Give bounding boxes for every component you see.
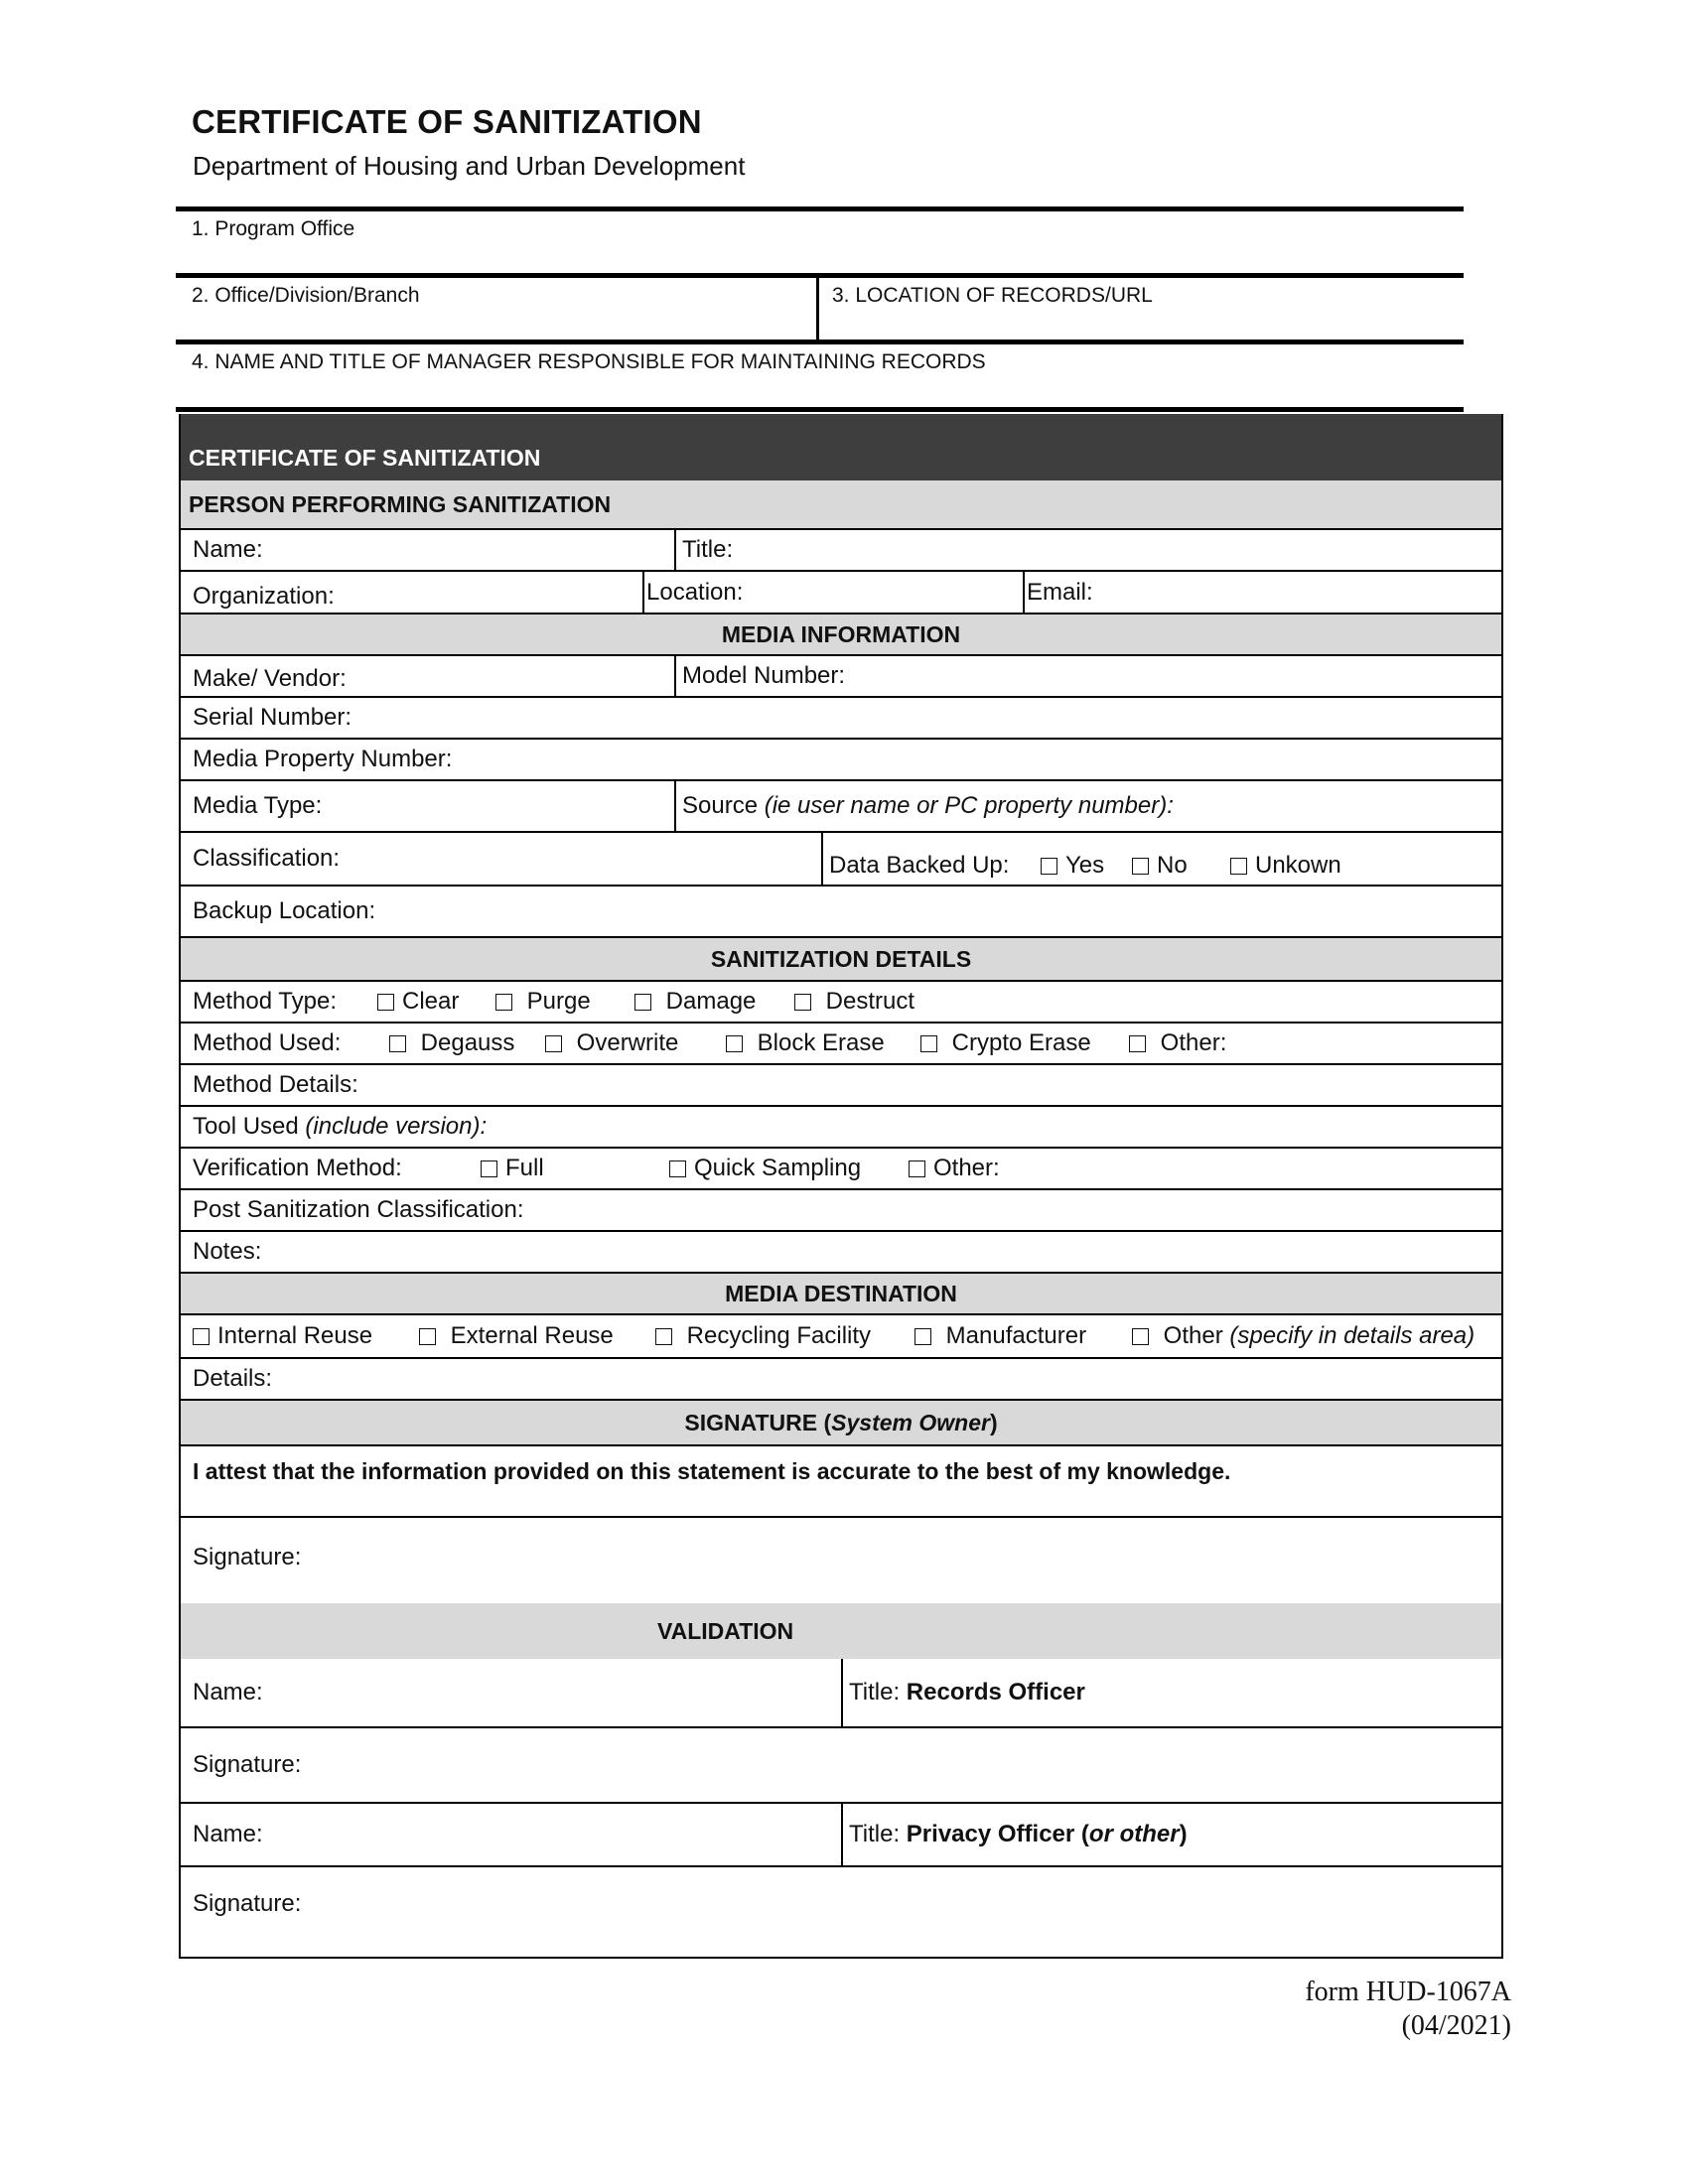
attest-statement: I attest that the information provided on this statement is accurate to the best of my knowledge. [193, 1458, 1231, 1484]
form-row [181, 1728, 1501, 1804]
verification-quick-option[interactable]: Quick Sampling [669, 1149, 861, 1188]
form-row [181, 982, 1501, 1024]
method-purge-option[interactable]: Purge [495, 982, 591, 1022]
checkbox[interactable] [481, 1160, 497, 1177]
checkbox[interactable] [377, 994, 394, 1011]
destination-other-option[interactable]: Other (specify in details area) [1132, 1315, 1475, 1357]
form-row [181, 1024, 1501, 1065]
checkbox[interactable] [726, 1035, 743, 1052]
signature-row [181, 1518, 1501, 1603]
manufacturer-option[interactable]: Manufacturer [914, 1315, 1086, 1357]
backup-location-label: Backup Location: [193, 897, 376, 924]
divider [176, 407, 1464, 412]
notes-label: Notes: [193, 1238, 262, 1265]
form-row [181, 530, 1501, 572]
form-row [181, 833, 1501, 887]
make-vendor-label: Make/ Vendor: [193, 665, 347, 692]
form-row [181, 740, 1501, 781]
program-office-label: 1. Program Office [192, 217, 355, 240]
serial-number-label: Serial Number: [193, 704, 352, 731]
checkbox[interactable] [389, 1035, 406, 1052]
method-used-label: Method Used: [193, 1029, 342, 1056]
method-clear-option[interactable]: Clear [377, 982, 459, 1022]
checkbox[interactable] [1041, 858, 1057, 875]
source-label: Source [682, 792, 759, 819]
location-records-label: 3. LOCATION OF RECORDS/URL [832, 284, 1153, 307]
form-row [181, 698, 1501, 740]
owner-signature-label: Signature: [193, 1544, 302, 1570]
model-number-label: Model Number: [674, 656, 1501, 696]
checkbox[interactable] [1230, 858, 1247, 875]
validation-signature-label-1: Signature: [193, 1751, 302, 1778]
classification-label: Classification: [193, 845, 341, 872]
form-row [181, 572, 1501, 614]
media-property-label: Media Property Number: [193, 746, 453, 772]
validation-title-1: Title: Records Officer [841, 1659, 1501, 1726]
other-note: (specify in details area) [1229, 1322, 1476, 1349]
signature-heading: SIGNATURE ( System Owner ) [684, 1409, 998, 1435]
organization-label: Organization: [193, 582, 335, 610]
form-row [181, 1659, 1501, 1728]
person-name-label: Name: [193, 536, 263, 563]
internal-reuse-option[interactable]: Internal Reuse [193, 1315, 372, 1357]
checkbox[interactable] [495, 994, 512, 1011]
tool-used-label: Tool Used [193, 1113, 299, 1140]
validation-heading: VALIDATION [657, 1617, 794, 1644]
backed-up-label: Data Backed Up: [821, 833, 1501, 885]
section-header [181, 938, 1501, 982]
form-row [181, 1804, 1501, 1867]
person-title-label: Title: [674, 530, 1501, 570]
divider [816, 278, 819, 341]
validation-title-2: Title: Privacy Officer ( or other ) [841, 1804, 1501, 1865]
person-heading: PERSON PERFORMING SANITIZATION [189, 490, 612, 517]
post-classification-label: Post Sanitization Classification: [193, 1196, 524, 1223]
overwrite-option[interactable]: Overwrite [545, 1024, 678, 1063]
degauss-option[interactable]: Degauss [389, 1024, 514, 1063]
department-name: Department of Housing and Urban Development [193, 151, 746, 181]
section-header [181, 614, 1501, 656]
section-header [181, 1603, 1501, 1659]
destination-heading: MEDIA DESTINATION [725, 1280, 957, 1306]
validation-signature-label-2: Signature: [193, 1890, 302, 1917]
location-label: Location: [642, 572, 1023, 613]
details-label: Details: [193, 1365, 273, 1392]
checkbox[interactable] [669, 1160, 686, 1177]
document-title: CERTIFICATE OF SANITIZATION [192, 103, 702, 140]
backed-up-unknown-option[interactable]: Unkown [1230, 833, 1341, 885]
checkbox[interactable] [794, 994, 811, 1011]
validation-name-label-1: Name: [193, 1679, 263, 1706]
checkbox[interactable] [914, 1328, 931, 1345]
form-row [181, 1190, 1501, 1232]
backed-up-no-option[interactable]: No [1132, 833, 1188, 885]
form-number: form HUD-1067A [1305, 1977, 1511, 2007]
backed-up-yes-option[interactable]: Yes [1041, 833, 1104, 885]
method-type-label: Method Type: [193, 988, 337, 1015]
method-destruct-option[interactable]: Destruct [794, 982, 914, 1022]
checkbox[interactable] [545, 1035, 562, 1052]
checkbox[interactable] [655, 1328, 672, 1345]
form-row [181, 1065, 1501, 1107]
verification-full-option[interactable]: Full [481, 1149, 544, 1188]
divider [176, 206, 1464, 211]
form-row [181, 887, 1501, 938]
checkbox[interactable] [1132, 1328, 1149, 1345]
email-label: Email: [1023, 572, 1501, 613]
verification-label: Verification Method: [193, 1155, 402, 1181]
checkbox[interactable] [1132, 858, 1149, 875]
source-field [674, 781, 1501, 831]
attest-row [181, 1446, 1501, 1518]
checkbox[interactable] [634, 994, 651, 1011]
media-type-label: Media Type: [193, 792, 323, 819]
table-banner [181, 414, 1501, 480]
recycling-facility-option[interactable]: Recycling Facility [655, 1315, 871, 1357]
validation-name-label-2: Name: [193, 1821, 263, 1847]
block-erase-option[interactable]: Block Erase [726, 1024, 885, 1063]
divider [176, 273, 1464, 278]
section-header [181, 480, 1501, 530]
checkbox[interactable] [920, 1035, 937, 1052]
form-row [181, 1359, 1501, 1401]
method-other-option[interactable]: Other: [1129, 1024, 1226, 1063]
external-reuse-option[interactable]: External Reuse [419, 1315, 614, 1357]
form-date: (04/2021) [1401, 2010, 1511, 2041]
office-division-label: 2. Office/Division/Branch [192, 284, 420, 307]
form-row [181, 1867, 1501, 1955]
checkbox[interactable] [909, 1160, 925, 1177]
checkbox[interactable] [419, 1328, 436, 1345]
media-heading: MEDIA INFORMATION [721, 620, 961, 647]
source-note: (ie user name or PC property number): [764, 792, 1174, 819]
sanitization-heading: SANITIZATION DETAILS [710, 945, 972, 972]
form-row [181, 1232, 1501, 1274]
checkbox[interactable] [1129, 1035, 1146, 1052]
verification-other-option[interactable]: Other: [909, 1149, 1000, 1188]
form-row [181, 1315, 1501, 1359]
method-damage-option[interactable]: Damage [634, 982, 756, 1022]
section-header [181, 1401, 1501, 1446]
method-details-label: Method Details: [193, 1071, 358, 1098]
sanitization-table [179, 414, 1503, 1959]
tool-used-note: (include version): [305, 1113, 488, 1140]
manager-label: 4. NAME AND TITLE OF MANAGER RESPONSIBLE FOR MAINTAINING RECORDS [192, 350, 986, 373]
section-header [181, 1274, 1501, 1315]
form-row [181, 1107, 1501, 1149]
form-row [181, 781, 1501, 833]
crypto-erase-option[interactable]: Crypto Erase [920, 1024, 1091, 1063]
form-row [181, 656, 1501, 698]
checkbox[interactable] [193, 1328, 210, 1345]
tool-used-field [181, 1107, 975, 1147]
divider [176, 340, 1464, 344]
banner-title: CERTIFICATE OF SANITIZATION [189, 445, 541, 471]
form-row [181, 1149, 1501, 1190]
form-identifier [1305, 1976, 1511, 2043]
